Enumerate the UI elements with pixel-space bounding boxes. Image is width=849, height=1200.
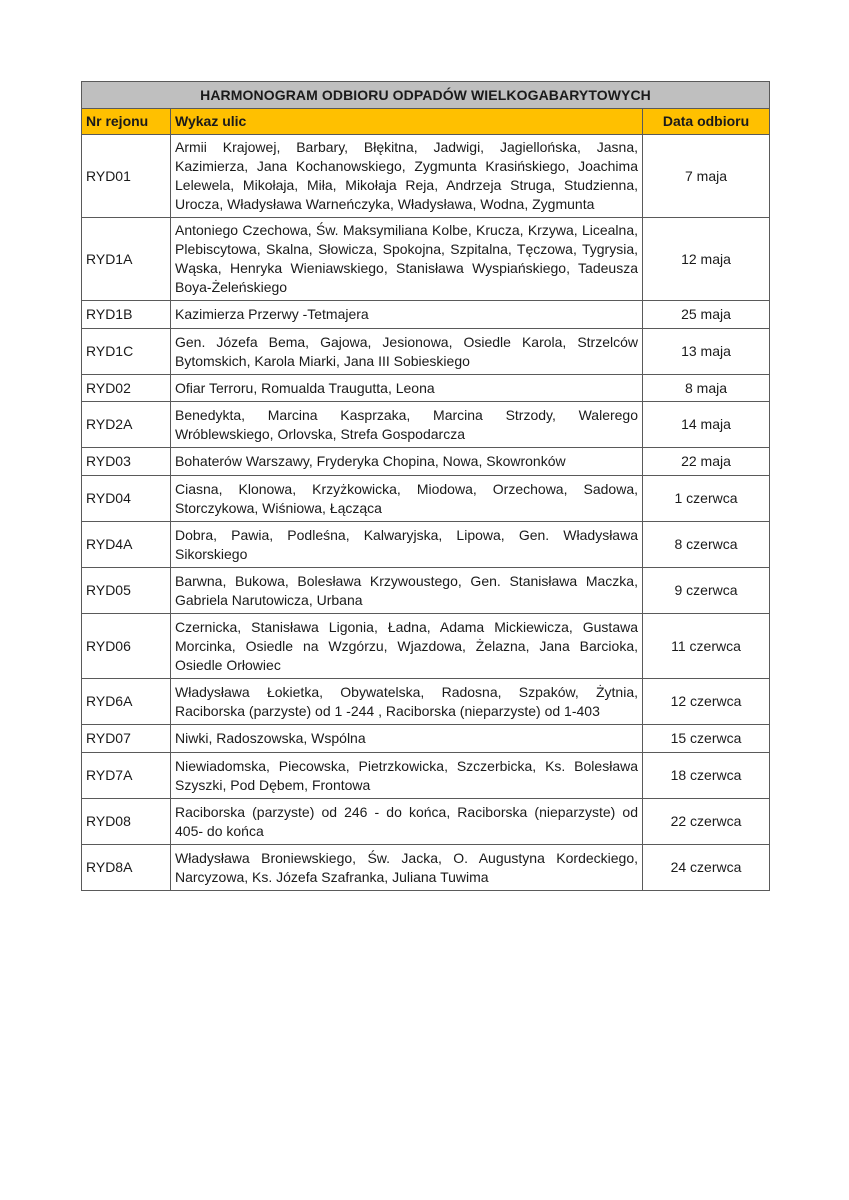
table-row xyxy=(82,448,770,476)
region-cell: RYD1A xyxy=(82,218,171,301)
streets-cell: Bohaterów Warszawy, Fryderyka Chopina, Nowa, Skowronków xyxy=(171,448,643,476)
header-streets: Wykaz ulic xyxy=(171,109,643,135)
table-row xyxy=(82,568,770,614)
streets-cell: Czernicka, Stanisława Ligonia, Ładna, Adama Mickiewicza, Gustawa Morcinka, Osiedle na Wzgórzu, Wjazdowa, Żelazna, Jana Barcioka, Osiedle Orłowiec xyxy=(171,614,643,679)
date-cell: 25 maja xyxy=(643,301,770,329)
date-cell: 24 czerwca xyxy=(643,845,770,891)
date-cell: 13 maja xyxy=(643,329,770,375)
streets-cell: Niwki, Radoszowska, Wspólna xyxy=(171,725,643,753)
table-row xyxy=(82,402,770,448)
header-region: Nr rejonu xyxy=(82,109,171,135)
table-row xyxy=(82,753,770,799)
table-row xyxy=(82,522,770,568)
table-row xyxy=(82,476,770,522)
region-cell: RYD1C xyxy=(82,329,171,375)
streets-cell: Gen. Józefa Bema, Gajowa, Jesionowa, Osiedle Karola, Strzelców Bytomskich, Karola Miarki, Jana III Sobieskiego xyxy=(171,329,643,375)
date-cell: 7 maja xyxy=(643,135,770,218)
date-cell: 9 czerwca xyxy=(643,568,770,614)
region-cell: RYD07 xyxy=(82,725,171,753)
region-cell: RYD03 xyxy=(82,448,171,476)
region-cell: RYD08 xyxy=(82,799,171,845)
region-cell: RYD4A xyxy=(82,522,171,568)
table-title-row xyxy=(82,82,770,109)
streets-cell: Ofiar Terroru, Romualda Traugutta, Leona xyxy=(171,375,643,402)
date-cell: 14 maja xyxy=(643,402,770,448)
schedule-table xyxy=(81,81,770,891)
streets-cell: Niewiadomska, Piecowska, Pietrzkowicka, Szczerbicka, Ks. Bolesława Szyszki, Pod Dębem, Frontowa xyxy=(171,753,643,799)
region-cell: RYD06 xyxy=(82,614,171,679)
region-cell: RYD1B xyxy=(82,301,171,329)
date-cell: 1 czerwca xyxy=(643,476,770,522)
date-cell: 8 maja xyxy=(643,375,770,402)
date-cell: 22 maja xyxy=(643,448,770,476)
table-row xyxy=(82,845,770,891)
table-row xyxy=(82,679,770,725)
streets-cell: Kazimierza Przerwy -Tetmajera xyxy=(171,301,643,329)
region-cell: RYD6A xyxy=(82,679,171,725)
streets-cell: Armii Krajowej, Barbary, Błękitna, Jadwigi, Jagiellońska, Jasna, Kazimierza, Jana Kochanowskiego, Zygmunta Krasińskiego, Joachima Lelewela, Mikołaja, Miła, Mikołaja Reja, Andrzeja Struga, Studzienna, Urocza, Władysława Warneńczyka, Władysława, Wodna, Zygmunta xyxy=(171,135,643,218)
streets-cell: Ciasna, Klonowa, Krzyżkowicka, Miodowa, Orzechowa, Sadowa, Storczykowa, Wiśniowa, Łącząca xyxy=(171,476,643,522)
region-cell: RYD8A xyxy=(82,845,171,891)
streets-cell: Władysława Broniewskiego, Św. Jacka, O. Augustyna Kordeckiego, Narcyzowa, Ks. Józefa Szafranka, Juliana Tuwima xyxy=(171,845,643,891)
table-row xyxy=(82,375,770,402)
date-cell: 15 czerwca xyxy=(643,725,770,753)
table-row xyxy=(82,218,770,301)
table-row xyxy=(82,614,770,679)
streets-cell: Barwna, Bukowa, Bolesława Krzywoustego, Gen. Stanisława Maczka, Gabriela Narutowicza, Urbana xyxy=(171,568,643,614)
date-cell: 11 czerwca xyxy=(643,614,770,679)
table-row xyxy=(82,725,770,753)
table-title: HARMONOGRAM ODBIORU ODPADÓW WIELKOGABARYTOWYCH xyxy=(82,82,770,109)
table-row xyxy=(82,135,770,218)
table-row xyxy=(82,301,770,329)
region-cell: RYD05 xyxy=(82,568,171,614)
region-cell: RYD01 xyxy=(82,135,171,218)
streets-cell: Benedykta, Marcina Kasprzaka, Marcina Strzody, Walerego Wróblewskiego, Orlovska, Strefa Gospodarcza xyxy=(171,402,643,448)
region-cell: RYD7A xyxy=(82,753,171,799)
header-date: Data odbioru xyxy=(643,109,770,135)
table-header-row xyxy=(82,109,770,135)
table-row xyxy=(82,799,770,845)
date-cell: 12 maja xyxy=(643,218,770,301)
date-cell: 8 czerwca xyxy=(643,522,770,568)
region-cell: RYD02 xyxy=(82,375,171,402)
streets-cell: Władysława Łokietka, Obywatelska, Radosna, Szpaków, Żytnia, Raciborska (parzyste) od 1 -244 , Raciborska (nieparzyste) od 1-403 xyxy=(171,679,643,725)
date-cell: 22 czerwca xyxy=(643,799,770,845)
region-cell: RYD2A xyxy=(82,402,171,448)
streets-cell: Dobra, Pawia, Podleśna, Kalwaryjska, Lipowa, Gen. Władysława Sikorskiego xyxy=(171,522,643,568)
region-cell: RYD04 xyxy=(82,476,171,522)
streets-cell: Antoniego Czechowa, Św. Maksymiliana Kolbe, Krucza, Krzywa, Licealna, Plebiscytowa, Skalna, Słowicza, Spokojna, Szpitalna, Tęczowa, Tygrysia, Wąska, Henryka Wieniawskiego, Stanisława Wyspiańskiego, Tadeusza Boya-Żeleńskiego xyxy=(171,218,643,301)
date-cell: 18 czerwca xyxy=(643,753,770,799)
date-cell: 12 czerwca xyxy=(643,679,770,725)
table-row xyxy=(82,329,770,375)
streets-cell: Raciborska (parzyste) od 246 - do końca, Raciborska (nieparzyste) od 405- do końca xyxy=(171,799,643,845)
